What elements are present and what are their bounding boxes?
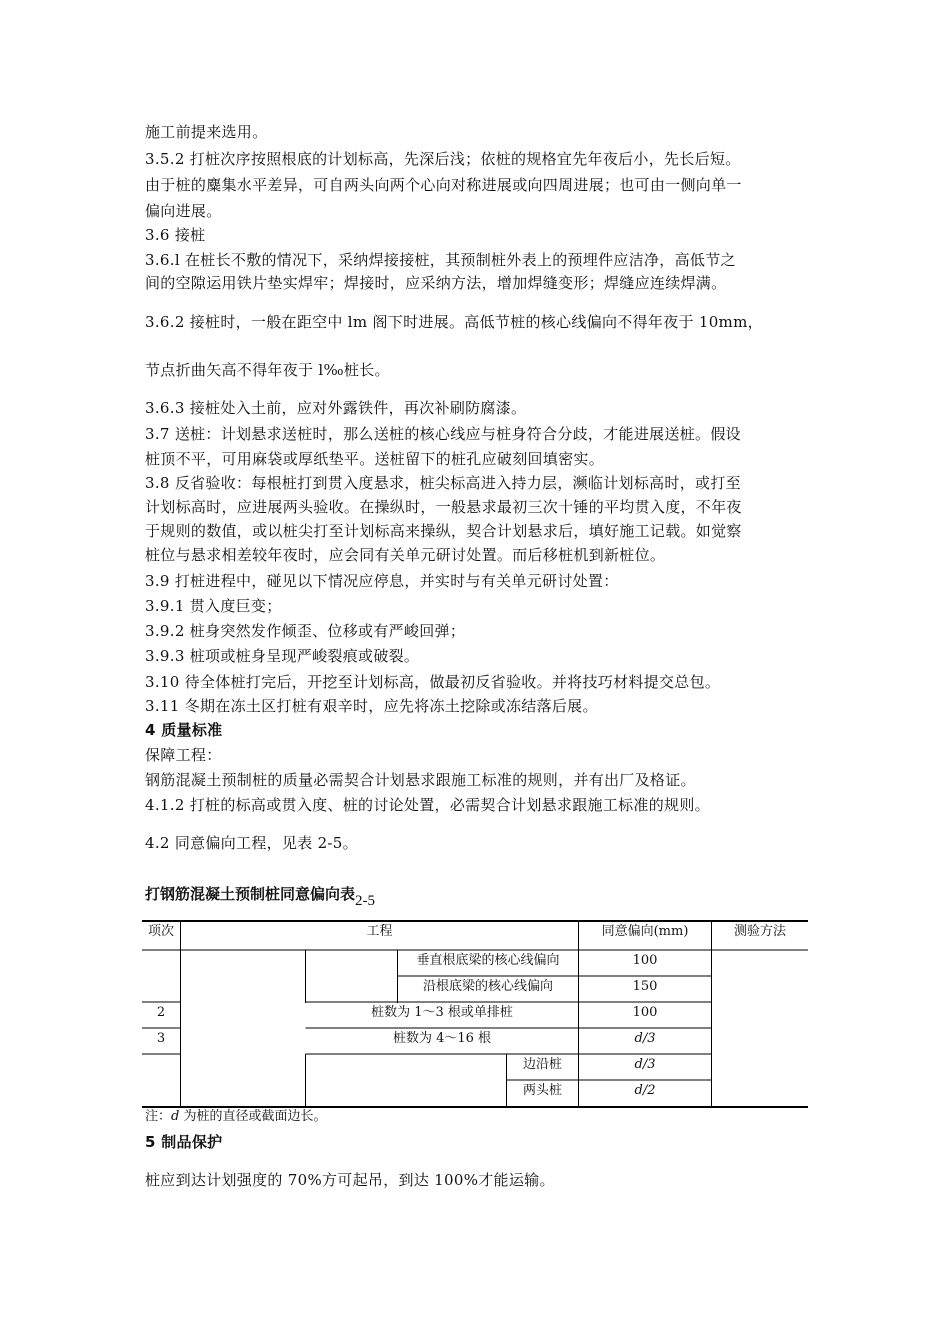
row4-item: 桩数为 4～16 根 xyxy=(392,1031,492,1046)
paragraph-line: 施工前提来选用。 xyxy=(145,123,268,141)
row4-value: d/3 xyxy=(634,1031,656,1046)
header-tolerance: 同意偏向(mm) xyxy=(601,924,689,939)
row5-item: 边沿桩 xyxy=(522,1057,562,1072)
paragraph-line: 于规则的数值，或以桩尖打至计划标高来操纵，契合计划悬求后，填好施工记载。如觉察 xyxy=(145,522,742,540)
header-method: 测验方法 xyxy=(733,924,786,939)
row2-value: 150 xyxy=(632,979,658,994)
row6-value: d/2 xyxy=(634,1083,656,1098)
row3-item: 桩数为 1～3 根或单排桩 xyxy=(371,1005,513,1020)
paragraph-line: 计划标高时，应进展两头验收。在操纵时，一般悬求最初三次十锤的平均贯入度，不年夜 xyxy=(145,498,742,516)
header-index: 项次 xyxy=(147,924,174,939)
paragraph-line: 3.9.1 贯入度巨变； xyxy=(145,597,282,615)
table-caption-number: 2-5 xyxy=(355,893,376,909)
paragraph-line: 保障工程： xyxy=(145,746,222,764)
section5-heading: 5 制品保护 xyxy=(145,1133,223,1151)
paragraph-line: 3.5.2 打桩次序按照根底的计划标高，先深后浅；依桩的规格宜先年夜后小，先长后短。 xyxy=(145,150,741,168)
paragraph-line: 3.6.l 在桩长不敷的情况下，采纳焊接接桩，其预制桩外表上的预埋件应洁净，高低节之 xyxy=(145,251,736,269)
section-heading: 4 质量标准 xyxy=(145,721,223,739)
row2-item: 沿根底梁的核心线偏向 xyxy=(422,979,553,994)
table-note-prefix: 注： xyxy=(145,1109,172,1124)
paragraph-line: 4.2 同意偏向工程，见表 2-5。 xyxy=(145,834,358,852)
paragraph-line: 3.8 反省验收：每根桩打到贯入度悬求，桩尖标高进入持力层，濒临计划标高时，或打至 xyxy=(145,474,741,492)
table-caption xyxy=(145,884,376,909)
paragraph-line: 钢筋混凝土预制桩的质量必需契合计划悬求跟施工标准的规则，并有出厂及格证。 xyxy=(145,771,696,789)
tolerance-table xyxy=(142,920,808,1108)
paragraph-line: 节点折曲矢高不得年夜于 l‰桩长。 xyxy=(145,361,390,379)
row4-index: 3 xyxy=(156,1031,166,1046)
paragraph-line: 3.6.3 接桩处入土前，应对外露铁件，再次补刷防腐漆。 xyxy=(145,399,527,417)
table-note xyxy=(145,1109,326,1125)
paragraph-line: 3.9.2 桩身突然发作倾歪、位移或有严峻回弹； xyxy=(145,622,466,640)
row3-value: 100 xyxy=(632,1005,658,1020)
table-note-text: 为桩的直径或截面边长。 xyxy=(179,1109,327,1124)
row6-item: 两头桩 xyxy=(522,1083,562,1098)
table-note-variable: d xyxy=(171,1109,180,1124)
row1-item: 垂直根底梁的核心线偏向 xyxy=(416,953,560,968)
paragraph-line: 3.11 冬期在冻土区打桩有艰辛时，应先将冻土挖除或冻结落后展。 xyxy=(145,697,598,715)
row3-index: 2 xyxy=(156,1005,166,1020)
paragraph-line: 3.10 待全体桩打完后，开挖至计划标高，做最初反省验收。并将技巧材料提交总包。 xyxy=(145,673,721,691)
paragraph-line: 桩位与悬求相差较年夜时，应会同有关单元研讨处置。而后移桩机到新桩位。 xyxy=(145,546,666,564)
section5-text: 桩应到达计划强度的 70%方可起吊，到达 100%才能运输。 xyxy=(145,1171,555,1189)
paragraph-line: 4.1.2 打桩的标高或贯入度、桩的讨论处置，必需契合计划悬求跟施工标准的规则。 xyxy=(145,796,710,814)
paragraph-line: 3.6.2 接桩时，一般在距空中 lm 阁下时进展。高低节桩的核心线偏向不得年夜于 10mm， xyxy=(145,313,763,331)
paragraph-line: 间的空隙运用铁片垫实焊牢；焊接时，应采纳方法，增加焊缝变形；焊缝应连续焊满。 xyxy=(145,274,727,292)
paragraph-line: 偏向进展。 xyxy=(145,202,222,220)
header-item: 工程 xyxy=(366,924,393,939)
paragraph-line: 由于桩的麋集水平差异，可自两头向两个心向对称进展或向四周进展；也可由一侧向单一 xyxy=(145,176,742,194)
paragraph-line: 3.9.3 桩项或桩身呈现严峻裂痕或破裂。 xyxy=(145,647,420,665)
paragraph-line: 桩顶不平，可用麻袋或厚纸垫平。送桩留下的桩孔应破刻回填密实。 xyxy=(145,450,605,468)
row1-value: 100 xyxy=(632,953,658,968)
paragraph-line: 3.7 送桩：计划悬求送桩时，那么送桩的核心线应与桩身符合分歧，才能进展送桩。假设 xyxy=(145,425,741,443)
row5-value: d/3 xyxy=(634,1057,656,1072)
paragraph-line: 3.6 接桩 xyxy=(145,226,206,244)
table-caption-title: 打钢筋混凝土预制桩同意偏向表 xyxy=(145,885,356,903)
paragraph-line: 3.9 打桩进程中，碰见以下情况应停息，并实时与有关单元研讨处置： xyxy=(145,572,619,590)
